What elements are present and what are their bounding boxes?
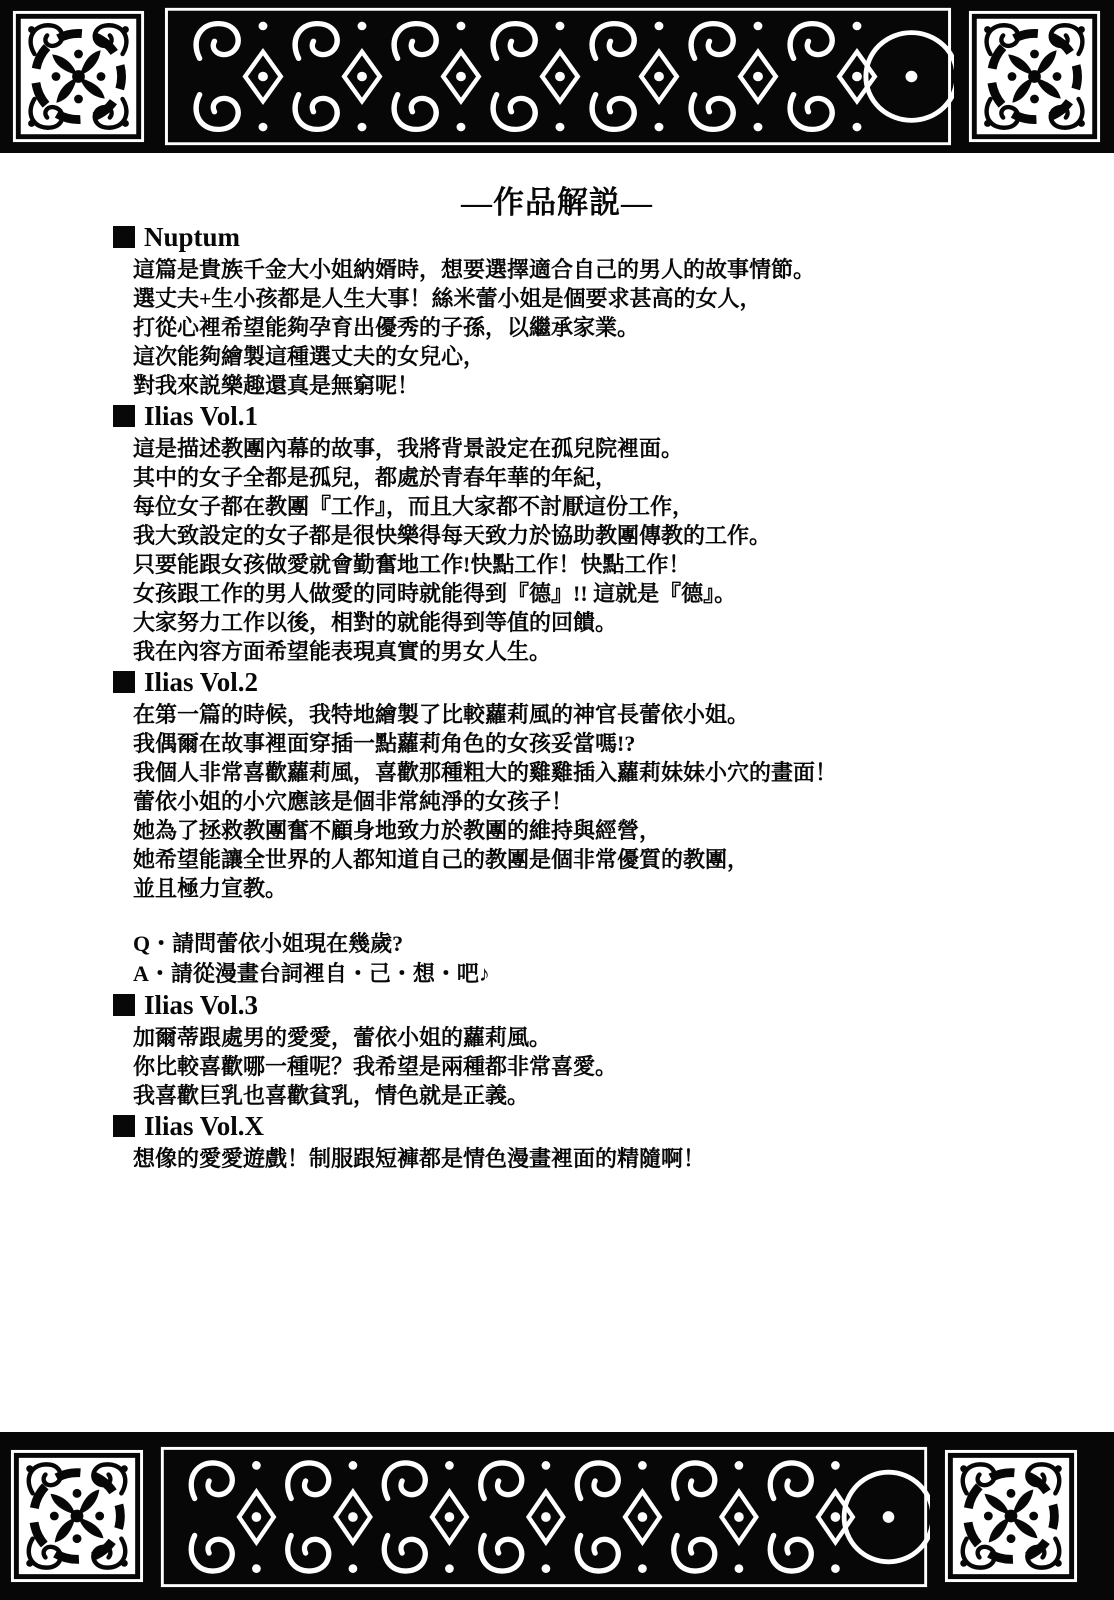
section-body	[133, 255, 1114, 400]
content-area	[0, 153, 1114, 1173]
section-heading	[113, 221, 1114, 253]
body-line: 打從心裡希望能夠孕育出優秀的子孫，以繼承家業。	[133, 315, 640, 340]
section-body	[133, 434, 1114, 666]
body-line: 蕾依小姐的小穴應該是個非常純淨的女孩子！	[133, 789, 574, 814]
body-line: 對我來説樂趣還真是無窮呢！	[133, 373, 420, 398]
ornament-scroll-band-icon	[162, 5, 954, 148]
body-line: 她希望能讓全世界的人都知道自己的教團是個非常優質的教團，	[133, 847, 750, 872]
body-line: 加爾蒂跟處男的愛愛，蕾依小姐的蘿莉風。	[133, 1025, 552, 1050]
body-line: 我大致設定的女子都是很快樂得每天致力於協助教團傳教的工作。	[133, 523, 772, 548]
body-line: 選丈夫+生小孩都是人生大事！絲米蕾小姐是個要求甚高的女人，	[133, 286, 762, 311]
section-title: Ilias Vol.1	[144, 401, 259, 431]
section-body	[133, 1023, 1114, 1110]
body-line: 這次能夠繪製這種選丈夫的女兒心，	[133, 344, 486, 369]
section-nuptum	[0, 221, 1114, 400]
section-bullet-icon	[113, 671, 135, 693]
top-border	[0, 0, 1114, 153]
body-line: 大家努力工作以後，相對的就能得到等值的回饋。	[133, 610, 618, 635]
body-line: 我喜歡巨乳也喜歡貧乳，情色就是正義。	[133, 1083, 530, 1108]
qa-question: Q・請問蕾依小姐現在幾歲?	[133, 931, 404, 956]
ornament-scroll-band-icon	[158, 1444, 930, 1590]
section-ilias-vol2	[0, 666, 1114, 989]
body-line: 其中的女子全都是孤兒，都處於青春年華的年紀，	[133, 465, 618, 490]
section-title: Ilias Vol.2	[144, 667, 259, 697]
section-title: Nuptum	[144, 222, 241, 252]
ornament-rosette-icon	[10, 8, 147, 145]
body-line: 並且極力宣教。	[133, 876, 288, 901]
section-title: Ilias Vol.X	[144, 1111, 265, 1141]
section-heading	[113, 400, 1114, 432]
section-bullet-icon	[113, 226, 135, 248]
section-body	[133, 700, 1114, 903]
qa-answer: A・請從漫畫台詞裡自・己・想・吧♪	[133, 961, 490, 986]
ornament-rosette-icon	[8, 1447, 146, 1585]
section-bullet-icon	[113, 1115, 135, 1137]
section-heading	[113, 666, 1114, 698]
section-ilias-vol1	[0, 400, 1114, 666]
body-line: 只要能跟女孩做愛就會勤奮地工作!快點工作！快點工作！	[133, 552, 691, 577]
section-heading	[113, 989, 1114, 1021]
ornament-rosette-icon	[966, 8, 1103, 145]
body-line: 你比較喜歡哪一種呢？我希望是兩種都非常喜愛。	[133, 1054, 618, 1079]
ornament-rosette-icon	[942, 1447, 1080, 1585]
section-ilias-volx	[0, 1110, 1114, 1173]
section-title: Ilias Vol.3	[144, 990, 259, 1020]
section-heading	[113, 1110, 1114, 1142]
body-line: 這篇是貴族千金大小姐納婿時，想要選擇適合自己的男人的故事情節。	[133, 257, 816, 282]
section-ilias-vol3	[0, 989, 1114, 1110]
body-line: 她為了拯救教團奮不顧身地致力於教團的維持與經營，	[133, 818, 662, 843]
qa-block	[133, 929, 1114, 989]
body-line: 我偶爾在故事裡面穿插一點蘿莉角色的女孩妥當嗎!?	[133, 731, 636, 756]
section-bullet-icon	[113, 405, 135, 427]
page-title: ―作品解説―	[461, 185, 653, 220]
body-line: 我在內容方面希望能表現真實的男女人生。	[133, 639, 552, 664]
body-line: 我個人非常喜歡蘿莉風，喜歡那種粗大的雞雞插入蘿莉妹妹小穴的畫面！	[133, 760, 838, 785]
body-line: 女孩跟工作的男人做愛的同時就能得到『德』!! 這就是『德』。	[133, 581, 737, 606]
bottom-border	[0, 1432, 1114, 1600]
body-line: 想像的愛愛遊戲！制服跟短褲都是情色漫畫裡面的精隨啊！	[133, 1146, 706, 1171]
section-body	[133, 1144, 1114, 1173]
section-bullet-icon	[113, 994, 135, 1016]
body-line: 每位女子都在教團『工作』，而且大家都不討厭這份工作，	[133, 494, 695, 519]
body-line: 這是描述教團內幕的故事，我將背景設定在孤兒院裡面。	[133, 436, 684, 461]
body-line: 在第一篇的時候，我特地繪製了比較蘿莉風的神官長蕾依小姐。	[133, 702, 750, 727]
